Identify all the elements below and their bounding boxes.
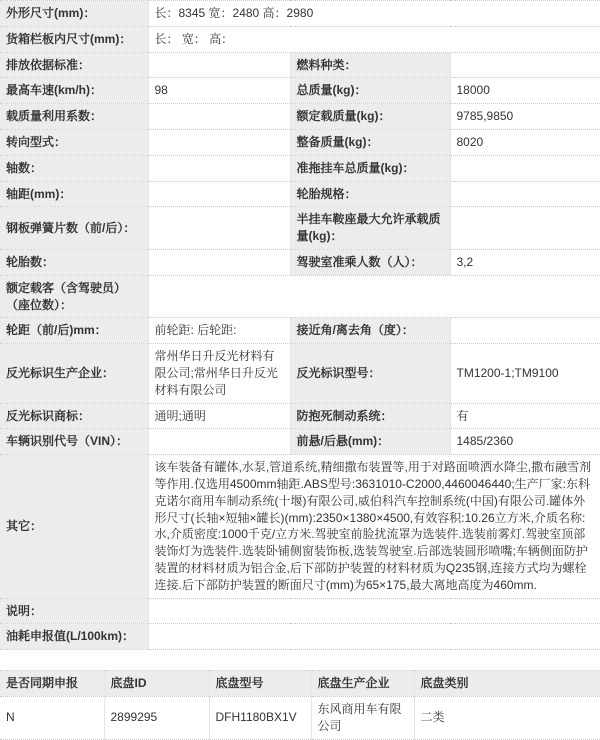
spec-value xyxy=(450,181,600,207)
spec-label: 前悬/后悬(mm)： xyxy=(290,429,450,455)
spec-row-emission-fuel xyxy=(0,52,600,78)
spec-row-wheelbase-tirespec xyxy=(0,181,600,207)
chassis-header-model: 底盘型号 xyxy=(209,671,311,697)
spec-label: 反光标识型号： xyxy=(290,344,450,403)
spec-value xyxy=(148,181,290,207)
spec-label: 驾驶室准乘人数（人）： xyxy=(290,249,450,275)
spec-label: 额定载质量(kg)： xyxy=(290,104,450,130)
spec-label: 钢板弹簧片数（前/后）： xyxy=(0,207,148,250)
spec-value: 98 xyxy=(148,78,290,104)
spec-value: 1485/2360 xyxy=(450,429,600,455)
spec-row-remark xyxy=(0,598,600,624)
spec-row-vin-overhang xyxy=(0,429,600,455)
spec-row-tires-cabseats xyxy=(0,249,600,275)
chassis-header-row xyxy=(0,671,600,697)
spec-label: 半挂车鞍座最大允许承载质量(kg)： xyxy=(290,207,450,250)
spec-label: 整备质量(kg)： xyxy=(290,129,450,155)
spec-value-other-notes: 该车装备有罐体,水泵,管道系统,精细撒布装置等,用于对路面喷洒水降尘,撒布融雪剂等作用.仅选用4500mm轴距.ABS型号:3631010-C2000,4460046440;生产厂家:东科克诺尔商用车制动系统(十堰)有限公司,威伯科汽车控制系统(中国)有限公司.罐体外形尺寸(长轴×短轴×罐长)(mm):2350×1380×4500,有效容积:10.26立方米,介质名称:水,介质密度:1000千克/立方米.驾驶室前脸扰流罩为选装件.选装前雾灯.驾驶室顶部装饰灯为选装件.选装卧铺侧窗装饰板,选装驾驶室.后部选装圆形喷嘴;车辆侧面防护装置的材料材质为铝合金,后下部防护装置的材料材质为Q235钢,连接方式均为螺栓连接.后下部防护装置的断面尺寸(mm)为65×175,最大离地高度为460mm. xyxy=(148,455,600,598)
spec-label: 说明： xyxy=(0,598,148,624)
spec-value: 长： 宽： 高： xyxy=(148,26,600,52)
spec-label: 接近角/离去角（度）： xyxy=(290,318,450,344)
chassis-manufacturer-value: 东风商用车有限公司 xyxy=(311,696,414,739)
spec-value xyxy=(148,249,290,275)
spec-value: 18000 xyxy=(450,78,600,104)
spec-row-utilization-ratedload xyxy=(0,104,600,130)
spec-value: 长：8345 宽：2480 高：2980 xyxy=(148,1,600,27)
spec-label: 轮胎数： xyxy=(0,249,148,275)
spec-label: 轮胎规格： xyxy=(290,181,450,207)
spec-row-cargo-inner-dimensions xyxy=(0,26,600,52)
spec-label: 反光标识商标： xyxy=(0,403,148,429)
spec-value: 3,2 xyxy=(450,249,600,275)
spec-value xyxy=(148,598,600,624)
spec-value: TM1200-1;TM9100 xyxy=(450,344,600,403)
chassis-header-same-period: 是否同期申报 xyxy=(0,671,104,697)
spec-label: 燃料种类： xyxy=(290,52,450,78)
spec-value: 常州华日升反光材料有限公司;常州华日升反光材料有限公司 xyxy=(148,344,290,403)
spec-label: 反光标识生产企业： xyxy=(0,344,148,403)
chassis-header-id: 底盘ID xyxy=(104,671,209,697)
spec-value xyxy=(450,155,600,181)
spec-row-track-angles xyxy=(0,318,600,344)
spec-value xyxy=(148,275,600,318)
spec-value xyxy=(450,207,600,250)
spec-label: 最高车速(km/h)： xyxy=(0,78,148,104)
chassis-id-value: 2899295 xyxy=(104,696,209,739)
chassis-model-value: DFH1180BX1V xyxy=(209,696,311,739)
spec-value xyxy=(148,129,290,155)
spec-value: 8020 xyxy=(450,129,600,155)
spec-value xyxy=(148,429,290,455)
spec-value: 9785,9850 xyxy=(450,104,600,130)
spec-label: 准拖挂车总质量(kg)： xyxy=(290,155,450,181)
spec-label: 货箱栏板内尺寸(mm)： xyxy=(0,26,148,52)
spec-label: 轮距（前/后)mm： xyxy=(0,318,148,344)
spec-label: 载质量利用系数： xyxy=(0,104,148,130)
spec-label: 额定载客（含驾驶员）（座位数）： xyxy=(0,275,148,318)
spec-value xyxy=(450,318,600,344)
spec-row-steering-curbweight xyxy=(0,129,600,155)
spec-value: 通明;通明 xyxy=(148,403,290,429)
chassis-table xyxy=(0,670,600,739)
chassis-same-period-value: N xyxy=(0,696,104,739)
spec-row-dimensions xyxy=(0,1,600,27)
spec-label: 总质量(kg)： xyxy=(290,78,450,104)
chassis-header-manufacturer: 底盘生产企业 xyxy=(311,671,414,697)
spec-row-axles-trailer xyxy=(0,155,600,181)
spec-label: 排放依据标准： xyxy=(0,52,148,78)
spec-value xyxy=(148,104,290,130)
spec-label: 车辆识别代号（VIN）： xyxy=(0,429,148,455)
spec-label: 油耗申报值(L/100km)： xyxy=(0,624,148,650)
spec-row-passenger-capacity xyxy=(0,275,600,318)
spec-value: 有 xyxy=(450,403,600,429)
spec-value xyxy=(450,52,600,78)
spec-value xyxy=(148,155,290,181)
spec-value: 前轮距: 后轮距: xyxy=(148,318,290,344)
spec-label: 转向型式： xyxy=(0,129,148,155)
spec-row-springs-saddle xyxy=(0,207,600,250)
chassis-data-row xyxy=(0,696,600,739)
spec-row-reflective-manufacturer xyxy=(0,344,600,403)
spec-value xyxy=(148,52,290,78)
spec-label: 外形尺寸(mm)： xyxy=(0,1,148,27)
spec-row-speed-mass xyxy=(0,78,600,104)
spec-label: 轴数： xyxy=(0,155,148,181)
spec-row-fuel-consumption xyxy=(0,624,600,650)
chassis-header-category: 底盘类别 xyxy=(414,671,600,697)
spec-row-reflective-brand-abs xyxy=(0,403,600,429)
spec-label: 其它： xyxy=(0,455,148,598)
chassis-category-value: 二类 xyxy=(414,696,600,739)
spec-label: 防抱死制动系统： xyxy=(290,403,450,429)
spec-label: 轴距(mm)： xyxy=(0,181,148,207)
spec-row-other xyxy=(0,455,600,598)
spec-value xyxy=(148,624,600,650)
spec-value xyxy=(148,207,290,250)
